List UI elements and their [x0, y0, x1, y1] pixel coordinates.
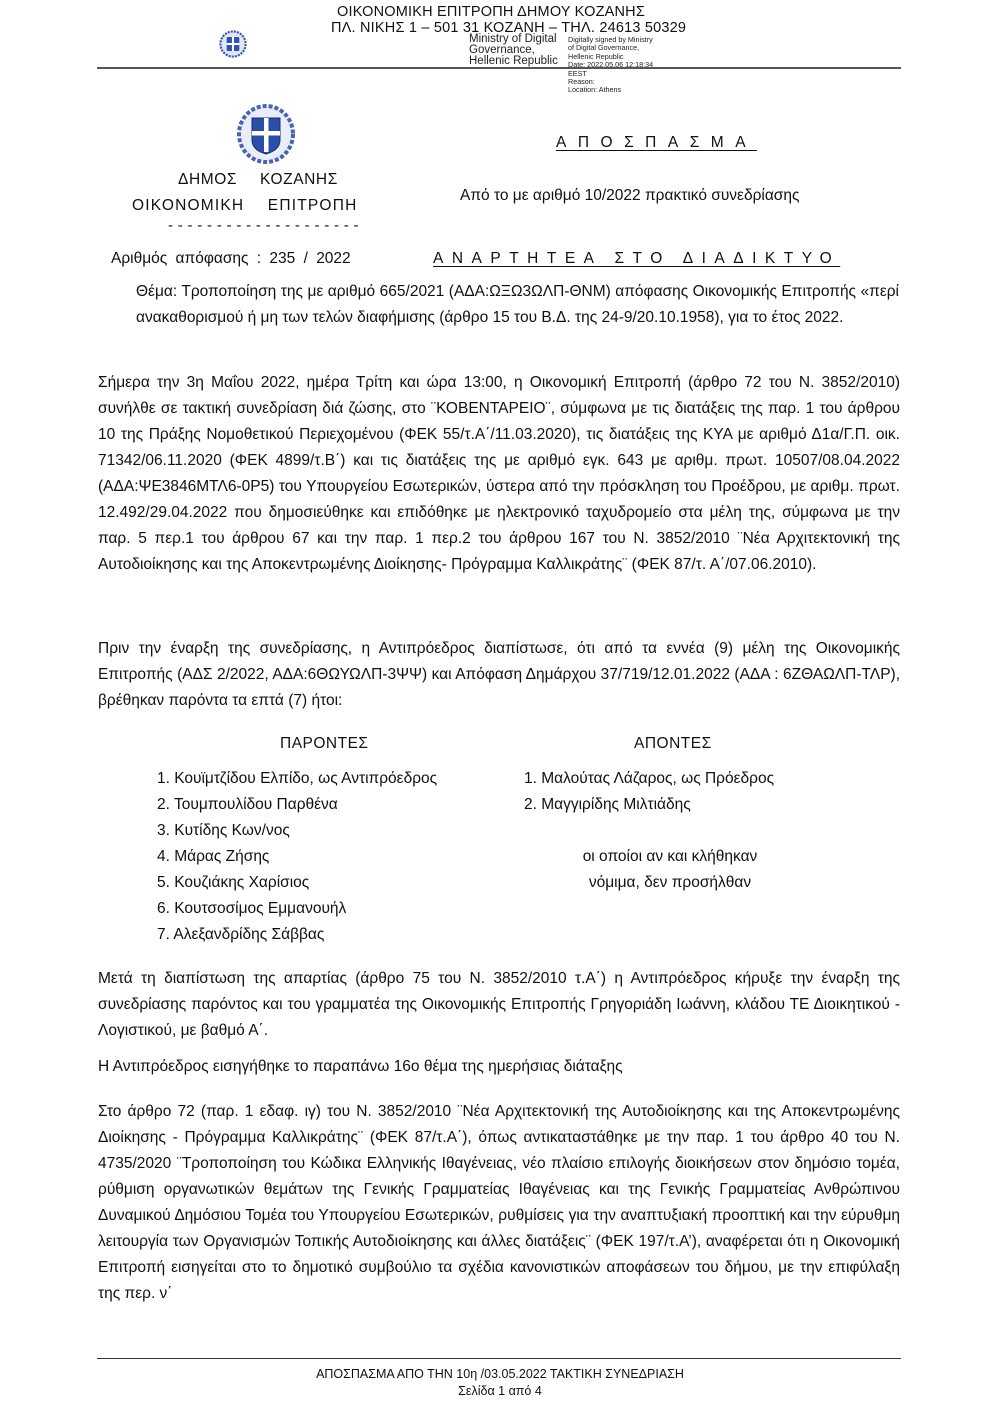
- header-emblem-icon: [219, 30, 247, 58]
- signature-detail-line: EEST: [568, 68, 587, 78]
- signature-details: [568, 36, 653, 95]
- committee-name: ΟΙΚΟΝΟΜΙΚΗ ΕΠΙΤΡΟΠΗ: [132, 197, 358, 214]
- municipality-name: ΔΗΜΟΣ ΚΟΖΑΝΗΣ: [178, 171, 338, 188]
- quorum-paragraph: Πριν την έναρξη της συνεδρίασης, η Αντιπρόεδρος διαπίστωσε, ότι από τα εννέα (9) μέλη της Οικονομικής Επιτροπής (ΑΔΣ 2/2022, ΑΔΑ:6ΘΩΥΩΛΠ-3ΨΨ) και Απόφαση Δημάρχου 37/719/12.01.2022 (ΑΔΑ : 6ΖΘΑΩΛΠ-ΤΛΡ), βρέθηκαν παρόντα τα επτά (7) ήτοι:: [98, 640, 900, 709]
- list-item: 6. Κουτσοσίμος Εμμανουήλ: [157, 900, 347, 917]
- session-opening-paragraph: Μετά τη διαπίστωση της απαρτίας (άρθρο 75 του Ν. 3852/2010 τ.Α΄) η Αντιπρόεδρος κήρυξε την έναρξη της συνεδρίασης παρόντος και του γραμματέα της Οικονομικής Επιτροπής Γρηγοριάδη Ιωάννη, κλάδου ΤΕ Διοικητικού - Λογιστικού, με βαθμό Α΄.: [98, 970, 900, 1039]
- publish-online-label: ΑΝΑΡΤΗΤΕΑ ΣΤΟ ΔΙΑΔΙΚΤΥΟ: [433, 250, 841, 267]
- absent-note-line: οι οποίοι αν και κλήθηκαν: [582, 848, 758, 865]
- signature-detail-line: of Digital Governance,: [568, 43, 640, 53]
- minutes-reference: Από το με αριθμό 10/2022 πρακτικό συνεδρίασης: [460, 187, 800, 204]
- page-number: Σελίδα 1 από 4: [458, 1384, 542, 1398]
- list-item: 2. Τουμπουλίδου Παρθένα: [157, 796, 338, 813]
- present-members-list: [157, 766, 437, 948]
- list-item: 4. Μάρας Ζήσης: [157, 848, 270, 865]
- letterhead-divider: - - - - - - - - - - - - - - - - - - - -: [168, 217, 359, 234]
- signature-reason: Reason:: [568, 77, 595, 87]
- absent-heading: ΑΠΟΝΤΕΣ: [634, 735, 712, 752]
- absent-members-list: [524, 766, 774, 818]
- signature-signer: [469, 34, 558, 67]
- signature-signer-line: Ministry of Digital: [469, 33, 557, 45]
- list-item: 1. Κουϊμτζίδου Ελπίδο, ως Αντιπρόεδρος: [157, 770, 438, 787]
- document-type: ΑΠΟΣΠΑΣΜΑ: [556, 134, 758, 151]
- signature-date: Date: 2022.05.06 12:18:34: [568, 60, 654, 70]
- signature-detail-line: Digitally signed by Ministry: [568, 35, 653, 44]
- coat-of-arms-icon: [236, 104, 296, 164]
- header-divider: [97, 67, 901, 69]
- list-item: 7. Αλεξανδρίδης Σάββας: [157, 926, 325, 943]
- header-address: ΠΛ. ΝΙΚΗΣ 1 – 501 31 ΚΟΖΑΝΗ – ΤΗΛ. 24613 50329: [331, 20, 687, 36]
- meeting-intro-paragraph: Σήμερα την 3η Μαΐου 2022, ημέρα Τρίτη και ώρα 13:00, η Οικονομική Επιτροπή (άρθρο 72 του Ν. 3852/2010) συνήλθε σε τακτική συνεδρίαση διά ζώσης, στο ¨ΚΟΒΕΝΤΑΡΕΙΟ¨, σύμφωνα με τις διατάξεις της παρ. 1 του άρθρου 10 της Πράξης Νομοθετικού Περιεχομένου (ΦΕΚ 55/τ.Α΄/11.03.2020), τις διατάξεις της ΚΥΑ με αριθμό Δ1α/Γ.Π. οικ. 71342/06.11.2020 (ΦΕΚ 4899/τ.Β΄) και τις διατάξεις της με αριθμό εγκ. 643 με αριθμ. πρωτ. 10507/08.04.2022 (ΑΔΑ:ΨΕ3846ΜΤΛ6-0Ρ5) του Υπουργείου Εσωτερικών, ύστερα από την πρόσκληση του Προέδρου, με αριθμ. πρωτ. 12.492/29.04.2022 που δημοσιεύθηκε και επιδόθηκε με ηλεκτρονικό ταχυδρομείο στα μέλη της, σύμφωνα με την παρ. 5 περ.1 του άρθρου 67 και την παρ. 1 περ.2 του άρθρου 167 του Ν. 3852/2010 ¨Νέα Αρχιτεκτονική της Αυτοδιοίκησης και της Αποκεντρωμένης Διοίκησης- Πρόγραμμα Καλλικράτης¨ (ΦΕΚ 87/τ. Α΄/07.06.2010).: [98, 374, 900, 573]
- subject: Θέμα: Τροποποίηση της με αριθμό 665/2021 (ΑΔΑ:ΩΞΩ3ΩΛΠ-ΘΝΜ) απόφασης Οικονομικής Επιτροπής «περί ανακαθορισμού ή μη των τελών διαφήμισης (άρθρο 15 του Β.Δ. της 24-9/20.10.1958), για το έτος 2022.: [136, 283, 899, 326]
- list-item: 1. Μαλούτας Λάζαρος, ως Πρόεδρος: [524, 770, 775, 787]
- agenda-item-paragraph: Η Αντιπρόεδρος εισηγήθηκε το παραπάνω 16ο θέμα της ημερήσιας διάταξης: [98, 1058, 623, 1075]
- absent-note-line: νόμιμα, δεν προσήλθαν: [588, 874, 752, 891]
- legal-basis-paragraph: Στο άρθρο 72 (παρ. 1 εδαφ. ιγ) του Ν. 3852/2010 ¨Νέα Αρχιτεκτονική της Αυτοδιοίκησης και της Αποκεντρωμένης Διοίκησης - Πρόγραμμα Καλλικράτης¨ (ΦΕΚ 87/τ.Α΄), όπως αντικαταστάθηκε με την παρ. 1 του άρθρο 40 του Ν. 4735/2020 ¨Τροποποίηση του Κώδικα Ελληνικής Ιθαγένειας, νέο πλαίσιο επιλογής διοικήσεων στον δημόσιο τομέα, ρύθμιση οργανωτικών θεμάτων της Γενικής Γραμματείας Ιθαγένειας και της Γενικής Γραμματείας Ανθρώπινου Δυναμικού Δημόσιου Τομέα του Υπουργείου Εσωτερικών, ρυθμίσεις για την αναπτυξιακή προοπτική και την εύρυθμη λειτουργία των Οργανισμών Τοπικής Αυτοδιοίκησης και άλλες διατάξεις¨ (ΦΕΚ 197/τ.Α’), αναφέρεται ότι η Οικονομική Επιτροπή εισηγείται στο το δημοτικό συμβούλιο τα σχέδια κανονιστικών αποφάσεων του δήμου, με την επιφύλαξη της περ. ν΄: [98, 1103, 900, 1302]
- footer-divider: [97, 1358, 901, 1359]
- absent-note: [540, 844, 800, 896]
- decision-number: Αριθμός απόφασης : 235 / 2022: [111, 250, 351, 267]
- footer-title: ΑΠΟΣΠΑΣΜΑ ΑΠΟ ΤΗΝ 10η /03.05.2022 ΤΑΚΤΙΚΗ ΣΥΝΕΔΡΙΑΣΗ: [316, 1367, 684, 1381]
- signature-detail-line: Hellenic Republic: [568, 51, 624, 61]
- list-item: 5. Κουζιάκης Χαρίσιος: [157, 874, 310, 891]
- present-heading: ΠΑΡΟΝΤΕΣ: [280, 735, 369, 752]
- header-title: ΟΙΚΟΝΟΜΙΚΗ ΕΠΙΤΡΟΠΗ ΔΗΜΟΥ ΚΟΖΑΝΗΣ: [337, 4, 646, 20]
- list-item: 3. Κυτίδης Κων/νος: [157, 822, 290, 839]
- signature-signer-line: Hellenic Republic: [469, 55, 558, 67]
- signature-location: Location: Athens: [568, 85, 622, 95]
- signature-signer-line: Governance,: [469, 44, 535, 56]
- list-item: 2. Μαγγιρίδης Μιλτιάδης: [524, 796, 691, 813]
